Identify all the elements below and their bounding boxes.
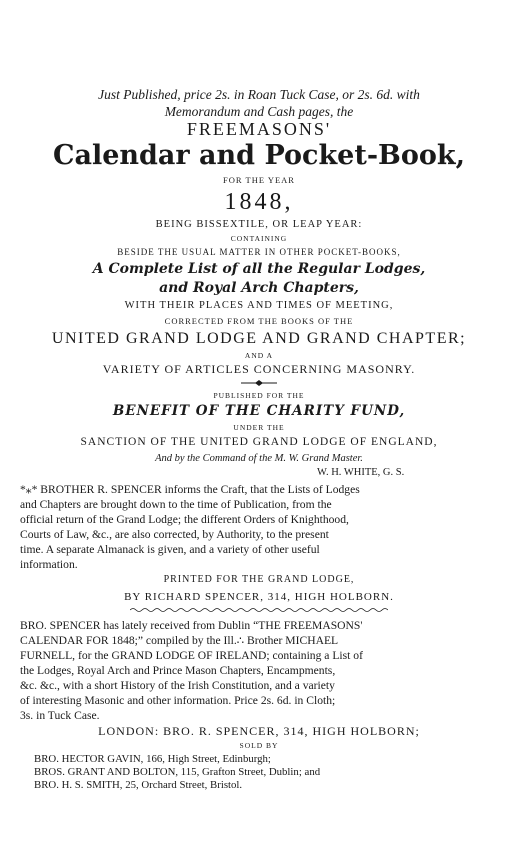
calendar-title: Calendar and Pocket-Book,	[53, 140, 465, 171]
dublin-line: &c. &c., with a short History of the Irish Constitution, and a variety	[20, 679, 335, 692]
and-a-line: AND A	[244, 351, 274, 360]
variety-line: VARIETY OF ARTICLES CONCERNING MASONRY.	[102, 362, 416, 376]
london-line: LONDON: BRO. R. SPENCER, 314, HIGH HOLBORN;	[98, 724, 420, 738]
agent-line: BRO. HECTOR GAVIN, 166, High Street, Edinburgh;	[34, 753, 271, 765]
under-the-line: UNDER THE	[233, 423, 285, 432]
dublin-line: CALENDAR FOR 1848;” compiled by the Ill.∴ Brother MICHAEL	[20, 634, 339, 647]
signatory: W. H. WHITE, G. S.	[317, 467, 405, 478]
dash-ornament	[189, 380, 329, 386]
notice-line: and Chapters are brought down to the time of Publication, from the	[20, 498, 332, 511]
dublin-line: of interesting Masonic and other information. Price 2s. 6d. in Cloth;	[20, 694, 336, 707]
published-for-line: PUBLISHED FOR THE	[213, 391, 305, 400]
notice-line: Courts of Law, &c., are also corrected, by Authority, to the present	[20, 528, 329, 541]
notice-line: time. A separate Almanack is given, and a variety of other useful	[20, 543, 320, 556]
complete-list-line: A Complete List of all the Regular Lodges,	[92, 261, 426, 277]
wavy-rule	[130, 607, 388, 613]
notice-line: information.	[20, 558, 78, 571]
corrected-line: CORRECTED FROM THE BOOKS OF THE	[164, 316, 354, 326]
beside-line: BESIDE THE USUAL MATTER IN OTHER POCKET-BOOKS,	[117, 247, 401, 257]
agent-line: BROS. GRANT AND BOLTON, 115, Grafton Street, Dublin; and	[34, 766, 321, 778]
dublin-line: BRO. SPENCER has lately received from Dublin “THE FREEMASONS'	[20, 619, 363, 632]
containing-line: CONTAINING	[230, 234, 288, 243]
notice-line: *⁎* BROTHER R. SPENCER informs the Craft, that the Lists of Lodges	[20, 483, 360, 496]
dublin-paragraph	[20, 618, 504, 723]
printed-for-line: PRINTED FOR THE GRAND LODGE,	[163, 574, 355, 585]
dublin-line: FURNELL, for the GRAND LODGE OF IRELAND; containing a List of	[20, 649, 363, 662]
dublin-line: the Lodges, Royal Arch and Prince Mason Chapters, Encampments,	[20, 664, 336, 677]
agent-line: BRO. H. S. SMITH, 25, Orchard Street, Bristol.	[34, 779, 243, 791]
dublin-line: 3s. in Tuck Case.	[20, 709, 100, 722]
bissextile-line: BEING BISSEXTILE, OR LEAP YEAR:	[155, 219, 363, 230]
royal-arch-line: and Royal Arch Chapters,	[159, 280, 359, 296]
united-grand-lodge-line: UNITED GRAND LODGE AND GRAND CHAPTER;	[51, 330, 467, 347]
year: 1848,	[224, 189, 294, 215]
freemasons-heading: FREEMASONS'	[186, 119, 332, 139]
places-line: WITH THEIR PLACES AND TIMES OF MEETING,	[124, 300, 394, 311]
intro-line-2: Memorandum and Cash pages, the	[164, 104, 354, 119]
for-the-year: FOR THE YEAR	[223, 175, 295, 185]
benefit-line: BENEFIT OF THE CHARITY FUND,	[112, 403, 406, 419]
agents-list	[34, 753, 504, 792]
sanction-line: SANCTION OF THE UNITED GRAND LODGE OF ENGLAND,	[80, 436, 438, 448]
by-spencer-line: BY RICHARD SPENCER, 314, HIGH HOLBORN.	[124, 591, 394, 603]
command-line: And by the Command of the M. W. Grand Master.	[155, 453, 363, 464]
notice-line: official return of the Grand Lodge; the different Orders of Knighthood,	[20, 513, 349, 526]
intro-line-1: Just Published, price 2s. in Roan Tuck Case, or 2s. 6d. with	[98, 87, 420, 102]
sold-by-line: SOLD BY	[239, 741, 279, 750]
notice-paragraph	[20, 482, 504, 572]
